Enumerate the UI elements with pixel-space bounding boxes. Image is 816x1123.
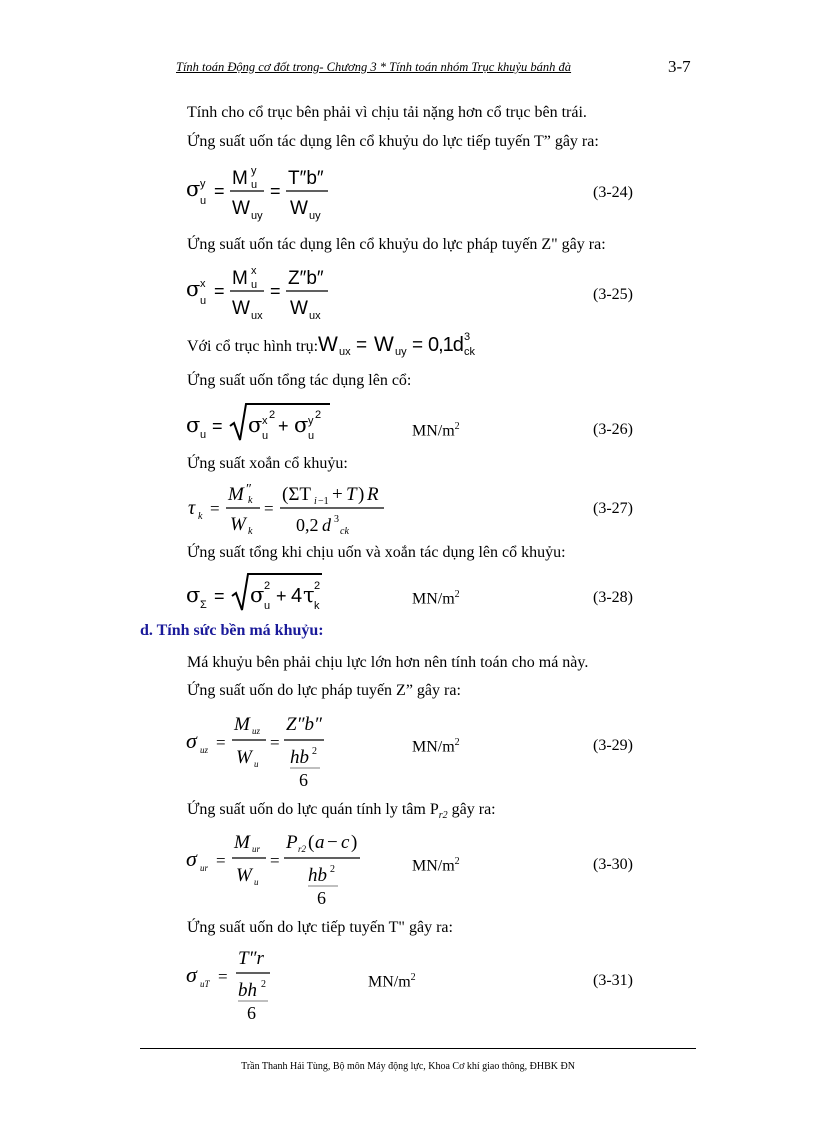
equation-number: (3-30) [593, 856, 633, 873]
svg-text:u: u [251, 179, 258, 191]
svg-text:W: W [374, 333, 394, 356]
svg-text:W: W [232, 298, 250, 319]
svg-text:W: W [232, 198, 250, 219]
paragraph: Ứng suất uốn do lực pháp tuyến Z” gây ra: [187, 682, 461, 699]
svg-text:2: 2 [269, 409, 276, 421]
svg-text:Z″b″: Z″b″ [288, 268, 324, 289]
svg-text:σ: σ [186, 413, 201, 437]
svg-text:W: W [290, 198, 308, 219]
svg-text:=: = [214, 281, 225, 301]
paragraph: Ứng suất tổng khi chịu uốn và xoắn tác dụng lên cổ khuỷu: [187, 544, 566, 561]
svg-text:=: = [270, 851, 280, 870]
formula-3-24 [180, 160, 350, 222]
svg-text:2: 2 [264, 580, 271, 592]
svg-text:k: k [198, 511, 203, 522]
svg-text:ux: ux [251, 310, 263, 322]
svg-text:Z″b″: Z″b″ [286, 714, 322, 735]
svg-text:ux: ux [339, 346, 351, 358]
footer-text: Trần Thanh Hải Tùng, Bộ môn Máy động lực, Khoa Cơ khí giao thông, ĐHBK ĐN [241, 1061, 575, 1072]
svg-text:=: = [212, 416, 223, 436]
formula-3-28 [180, 570, 340, 616]
paragraph: Ứng suất uốn do lực quán tính ly tâm $P_{r2}$ gây ra: [187, 801, 496, 822]
svg-text:i: i [314, 496, 317, 507]
svg-text:k: k [248, 495, 253, 506]
svg-text:2: 2 [314, 580, 321, 592]
formula-3-27 [182, 478, 392, 538]
svg-text:T″r: T″r [238, 948, 264, 969]
svg-text:ck: ck [464, 346, 475, 358]
svg-text:T″b″: T″b″ [288, 168, 324, 189]
svg-text:M: M [234, 714, 250, 735]
svg-text:uz: uz [252, 726, 261, 736]
paragraph: Ứng suất xoắn cổ khuỷu: [187, 455, 348, 472]
formula-3-30 [182, 824, 382, 912]
formula-3-29 [182, 706, 352, 794]
svg-text:x: x [262, 415, 268, 427]
svg-text:k: k [248, 526, 253, 537]
svg-text:τ: τ [188, 497, 196, 519]
svg-text:6: 6 [317, 888, 326, 908]
svg-text:ur: ur [200, 863, 209, 873]
svg-text:−: − [327, 832, 338, 853]
svg-text:W: W [236, 865, 252, 886]
svg-text:W: W [236, 747, 252, 768]
svg-text:y: y [308, 415, 314, 427]
unit-label: $MN/m^2$ [412, 737, 460, 756]
svg-text:2: 2 [261, 979, 266, 990]
svg-text:0,2: 0,2 [296, 515, 319, 535]
svg-text:x: x [251, 265, 257, 277]
svg-text:M: M [232, 268, 248, 289]
svg-text:c: c [341, 832, 350, 853]
svg-text:W: W [318, 333, 338, 356]
svg-text:4: 4 [291, 585, 303, 607]
svg-text:hb: hb [308, 865, 327, 886]
svg-text:bh: bh [238, 980, 257, 1001]
svg-text:=: = [216, 851, 226, 870]
paragraph: Tính cho cổ trục bên phải vì chịu tải nặng hơn cổ trục bên trái. [187, 104, 587, 121]
svg-text:=: = [356, 335, 368, 356]
svg-text:u: u [308, 430, 315, 442]
svg-text:T: T [346, 484, 357, 505]
svg-text:u: u [200, 195, 207, 207]
svg-text:3: 3 [464, 331, 471, 343]
formula-3-31 [182, 942, 292, 1030]
svg-text:): ) [358, 484, 365, 505]
svg-text:σ: σ [250, 583, 265, 607]
svg-text:σ: σ [186, 962, 197, 987]
svg-text:3: 3 [334, 514, 339, 525]
equation-number: (3-28) [593, 589, 633, 606]
svg-text:2: 2 [312, 746, 317, 757]
svg-text:σ: σ [248, 413, 263, 437]
svg-text:6: 6 [247, 1003, 256, 1023]
svg-text:M: M [234, 832, 250, 853]
paragraph: Má khuỷu bên phải chịu lực lớn hơn nên tính toán cho má này. [187, 654, 589, 671]
svg-text:+: + [332, 484, 343, 505]
svg-text:u: u [200, 295, 207, 307]
svg-text:=: = [216, 733, 226, 752]
svg-text:x: x [200, 278, 206, 290]
svg-text:k: k [314, 600, 320, 612]
page-number: 3-7 [668, 57, 691, 76]
svg-text:P: P [286, 832, 298, 853]
svg-text:″: ″ [246, 482, 252, 497]
running-header: Tính toán Động cơ đốt trong- Chương 3 * Tính toán nhóm Trục khuỷu bánh đà [176, 60, 572, 74]
svg-text:u: u [254, 759, 259, 769]
svg-text:R: R [367, 484, 379, 505]
svg-text:−1: −1 [318, 496, 329, 507]
svg-text:): ) [351, 832, 358, 853]
svg-text:(ΣT: (ΣT [282, 484, 311, 505]
svg-text:=: = [412, 335, 424, 356]
svg-text:+: + [276, 586, 287, 606]
svg-text:=: = [264, 499, 274, 518]
svg-text:ck: ck [340, 526, 349, 537]
svg-text:σ: σ [294, 413, 309, 437]
svg-text:W: W [230, 514, 246, 535]
svg-text:u: u [264, 600, 271, 612]
paragraph: Ứng suất uốn tổng tác dụng lên cổ: [187, 372, 412, 389]
svg-text:=: = [218, 967, 228, 986]
svg-text:u: u [262, 430, 269, 442]
svg-text:=: = [270, 733, 280, 752]
svg-text:r2: r2 [298, 844, 307, 854]
svg-text:=: = [270, 181, 281, 201]
svg-text:Σ: Σ [200, 599, 207, 611]
unit-label: $MN/m^2$ [412, 856, 460, 875]
svg-text:0,1d: 0,1d [428, 334, 463, 356]
svg-text:(: ( [308, 832, 315, 853]
svg-text:σ: σ [186, 177, 201, 201]
svg-text:+: + [278, 416, 289, 436]
svg-text:u: u [254, 877, 259, 887]
svg-text:uy: uy [309, 210, 321, 222]
svg-text:u: u [251, 279, 258, 291]
formula-wux [318, 326, 488, 360]
unit-label: $MN/m^2$ [412, 589, 460, 608]
svg-text:M: M [228, 484, 244, 505]
svg-text:d: d [322, 515, 331, 535]
svg-text:uy: uy [395, 346, 407, 358]
paragraph: Ứng suất uốn tác dụng lên cổ khuỷu do lực pháp tuyến Z" gây ra: [187, 236, 606, 253]
footer-divider [140, 1048, 696, 1049]
paragraph: Với cổ trục hình trụ: [187, 338, 319, 355]
svg-text:σ: σ [186, 846, 197, 871]
svg-text:6: 6 [299, 770, 308, 790]
svg-text:y: y [251, 165, 257, 177]
svg-text:σ: σ [186, 583, 201, 607]
svg-text:uT: uT [200, 979, 210, 989]
svg-text:2: 2 [330, 864, 335, 875]
unit-label: $MN/m^2$ [412, 421, 460, 440]
svg-text:M: M [232, 168, 248, 189]
svg-text:=: = [210, 499, 220, 518]
paragraph: Ứng suất uốn tác dụng lên cổ khuỷu do lực tiếp tuyến T” gây ra: [187, 133, 599, 150]
svg-text:τ: τ [303, 583, 315, 607]
svg-text:ux: ux [309, 310, 321, 322]
svg-text:ur: ur [252, 844, 261, 854]
svg-text:2: 2 [315, 409, 322, 421]
equation-number: (3-31) [593, 972, 633, 989]
unit-label: $MN/m^2$ [368, 972, 416, 991]
svg-text:y: y [200, 178, 206, 190]
equation-number: (3-24) [593, 184, 633, 201]
formula-3-25 [180, 260, 350, 322]
svg-text:σ: σ [186, 277, 201, 301]
svg-text:a: a [315, 832, 325, 853]
svg-text:u: u [200, 429, 207, 441]
svg-text:W: W [290, 298, 308, 319]
svg-text:uz: uz [200, 745, 209, 755]
svg-text:hb: hb [290, 747, 309, 768]
svg-text:=: = [214, 181, 225, 201]
paragraph: Ứng suất uốn do lực tiếp tuyến T" gây ra: [187, 919, 453, 936]
equation-number: (3-25) [593, 286, 633, 303]
svg-text:=: = [270, 281, 281, 301]
formula-3-26 [180, 400, 340, 446]
svg-text:=: = [214, 586, 225, 606]
section-heading: d. Tính sức bền má khuỷu: [140, 622, 324, 639]
equation-number: (3-29) [593, 737, 633, 754]
svg-text:uy: uy [251, 210, 263, 222]
equation-number: (3-27) [593, 500, 633, 517]
svg-text:σ: σ [186, 728, 197, 753]
equation-number: (3-26) [593, 421, 633, 438]
